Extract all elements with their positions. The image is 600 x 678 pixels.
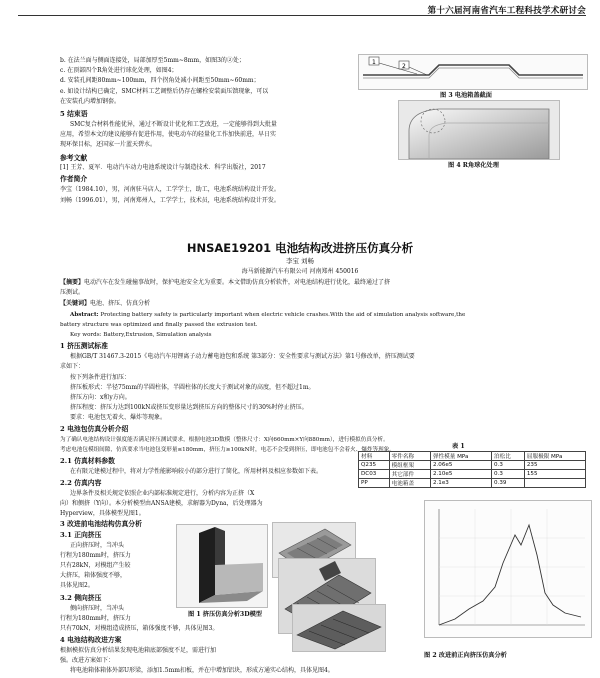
figure-4-image [398, 100, 560, 160]
item-b: b. 在法兰面与侧面连接处，局部加厚至5mm~8mm，如图3的②处； [60, 57, 245, 64]
section-3-2-title: 3.2 侧向挤压 [60, 594, 102, 602]
abstract-en-line-1 [70, 311, 465, 319]
table-cell: 电池箱盖 [389, 479, 430, 488]
table-cell: 其它部件 [389, 470, 430, 479]
s1-item-5: 要求：电池包无着火、爆炸等现象。 [70, 414, 167, 421]
s4-line-2: 强。改进方案如下： [60, 657, 115, 664]
reference-1: [1] 王芳、夏军．电动汽车动力电池系统设计与制造技术．科学出版社，2017 [60, 164, 266, 171]
table-cell: 2.06e5 [430, 461, 491, 470]
s1-item-4: 挤压程度：挤压力达到100kN或挤压变形量达到挤压方向的整体尺寸的30%时停止挤压。 [70, 404, 308, 411]
paper-affiliation: 海马新能源汽车有限公司 河南郑州 450016 [241, 268, 359, 275]
section-2-title: 2 电池包仿真分析介绍 [60, 425, 129, 433]
s1-line-1: 根据GB/T 31467.3-2015《电动汽车用锂离子动力蓄电池包和系统 第3部分：安全性要求与测试方法》第1号修改单，挤压测试要 [70, 353, 415, 360]
s31-line-4: 大挤压，箱体强度不够， [60, 572, 127, 579]
table-cell: 2.10e5 [430, 470, 491, 479]
r-corner-render [399, 101, 559, 159]
author-bio-title: 作者简介 [60, 175, 88, 183]
table-header-cell: 材料 [359, 452, 390, 461]
s22-line-1: 边界条件及相关规定依照企业内部标准规定进行，分析内容为正挤（X [70, 490, 255, 497]
table-cell: 235 [524, 461, 585, 470]
table-row [359, 470, 586, 479]
force-curve-plot [425, 501, 591, 637]
s21-line: 在有限元建模过程中，将对力学性能影响较小的部分进行了简化，所用材料及相应参数如下表。 [70, 468, 323, 475]
figure-1-caption: 图 1 挤压仿真分析3D模型 [188, 611, 262, 618]
s2-line-1: 为了确认电池结构设计强度能否满足挤压测试要求，根据电池3D数模（整体尺寸：X向660mm×Y向880mm），进行模拟仿真分析。 [60, 437, 389, 443]
s1-item-1: 按下列条件进行加压： [70, 374, 131, 381]
s31-line-5: 具体见图2。 [60, 582, 94, 589]
table-cell: 0.3 [492, 461, 525, 470]
model-a-render [177, 525, 267, 607]
keywords-zh-label: 【关键词】 [60, 300, 91, 307]
keywords-en: Key words: Battery,Extrusion, Simulation analysis [70, 332, 212, 338]
paper-title: HNSAE19201 电池结构改进挤压仿真分析 [186, 241, 414, 255]
abstract-zh-label: 【摘要】 [60, 279, 85, 286]
figure-2-sim-b [292, 604, 386, 652]
figure-4-caption: 图 4 R角球化处理 [448, 162, 499, 169]
s32-line-3: 只有70kN，对模组造成挤压，箱体强度不够，具体见图3。 [60, 625, 219, 632]
figure-3-section [358, 54, 588, 90]
abstract-en-line-2: battery structure was optimized and finally passed the extrusion test. [60, 322, 258, 328]
table-cell: PP [359, 479, 390, 488]
paper-authors: 李宝 刘畅 [285, 257, 315, 265]
s2-line-2: 考虑电池包模组间隙，仿真要求当电池包变形量≤180mm，挤压力≥100kN时，电芯不会受到挤压，即电池包不会着火、爆炸等现象。 [60, 447, 395, 453]
abstract-zh-line-1 [60, 279, 390, 287]
table-header-cell: 弹性模量 MPa [430, 452, 491, 461]
battery-cover-section-drawing [359, 55, 587, 89]
s31-line-2: 行程为180mm时，挤压力 [60, 552, 131, 559]
s5-line-1: SMC复合材料性能优异，通过不断设计优化和工艺改进，一定能够得到大批量 [70, 121, 277, 128]
abstract-zh-line-2: 压测试。 [60, 289, 85, 296]
journal-header: 第十六届河南省汽车工程科技学术研讨会 [427, 6, 586, 16]
item-c: c. 在顶部四个R角处进行球化处理，如图4； [60, 67, 178, 74]
figure-2-caption: 图 2 改进前正向挤压仿真分析 [424, 652, 507, 659]
table-cell: 155 [524, 470, 585, 479]
table-cell: Q235 [359, 461, 390, 470]
table-cell: 模组框架 [389, 461, 430, 470]
keywords-zh [60, 300, 150, 308]
figure-3-caption: 图 3 电池箱盖截面 [440, 92, 492, 99]
section-2-2-title: 2.2 仿真内容 [60, 479, 102, 487]
s1-item-2: 挤压板形式：半径75mm的半圆柱体，半圆柱体的长度大于测试对象的高度，但不超过1m。 [70, 384, 315, 391]
section-3-title: 3 改进前电池结构仿真分析 [60, 520, 142, 528]
abstract-zh-text: 电动汽车在发生碰撞事故时，保护电池安全尤为重要。本文借助仿真分析软件，对电池结构进行优化，最终通过了挤 [84, 279, 391, 286]
section-5-title: 5 结束语 [60, 110, 88, 118]
keywords-zh-text: 电池、挤压、仿真分析 [90, 300, 151, 307]
s32-line-1: 侧向挤压时，当冲头 [70, 605, 125, 612]
section-3-1-title: 3.1 正向挤压 [60, 531, 102, 539]
table-cell: DC03 [359, 470, 390, 479]
s22-line-3: Hyperview，具体模型见图1。 [60, 510, 145, 517]
item-e: e. 如设计结构已确定，SMC材料工艺调整后仍存在螺栓安装面压馈现象，可以 [60, 88, 269, 95]
section-4-title: 4 电池结构改进方案 [60, 636, 122, 644]
fig3-label-2: 2 [402, 63, 406, 70]
table-cell: 2.1e3 [430, 479, 491, 488]
s31-line-1: 正向挤压时，当冲头 [70, 542, 125, 549]
table-header-cell: 零件名称 [389, 452, 430, 461]
references-title: 参考文献 [60, 154, 88, 162]
figure-1-model-a [176, 524, 268, 608]
s22-line-2: 向）和侧挤（Y向）。本分析模型由ANSA建模，求解器为Dyna，后处理器为 [60, 500, 263, 507]
table-cell: 0.39 [492, 479, 525, 488]
fig3-label-1: 1 [372, 59, 376, 66]
table-header-cell: 屈服极限 MPa [524, 452, 585, 461]
s1-item-3: 挤压方向：x和y方向。 [70, 394, 131, 401]
table-header-cell: 泊松比 [492, 452, 525, 461]
table-row [359, 461, 586, 470]
s5-line-2: 应用，希望本文的建议能够有促进作用，使电动车的轻量化工作加快前进，早日实 [60, 131, 277, 138]
abstract-en-text: Protecting battery safety is particularly important when electric vehicle crashes.With the aid of simulation analysis software,the [100, 312, 466, 318]
header-rule [18, 15, 586, 16]
table-header-row [359, 452, 586, 461]
item-d: d. 安装孔间距80mm~100mm，四个拐角处减小间距至50mm~60mm； [60, 77, 260, 84]
s4-line-1: 根据模拟仿真分析结果发现电池箱底部强度不足，需进行加 [60, 647, 217, 654]
material-table [358, 451, 586, 488]
s31-line-3: 只有28kN，对模组产生较 [60, 562, 131, 569]
s4-line-3: 将电池箱体箱体外部U形梁，添加1.5mm扣板，并在中增加铝块，形成方通实心结构，具体见图4。 [70, 667, 334, 674]
figure-2-force-curve [424, 500, 592, 638]
table-row [359, 479, 586, 488]
sim-b-render [293, 605, 385, 651]
table-cell: 0.3 [492, 470, 525, 479]
s32-line-2: 行程为180mm时，挤压力 [60, 615, 131, 622]
s1-line-2: 求如下： [60, 363, 85, 370]
section-1-title: 1 挤压测试标准 [60, 342, 108, 350]
section-2-1-title: 2.1 仿真材料参数 [60, 457, 115, 465]
author-bio-1: 李宝（1984.10），男，河南驻马店人，工学学士，助工，电池系统结构设计开发。 [60, 186, 280, 193]
author-bio-2: 刘畅（1996.01），男，河南郑州人，工学学士，技术员，电池系统结构设计开发。 [60, 197, 280, 204]
table-1-title: 表 1 [452, 443, 465, 450]
table-cell [524, 479, 585, 488]
abstract-en-label: Abstract: [70, 312, 99, 318]
item-e-cont: 在安装孔内增加钢套。 [60, 98, 121, 105]
s5-line-3: 现环保目标，还国家一片蓝天碧水。 [60, 141, 157, 148]
